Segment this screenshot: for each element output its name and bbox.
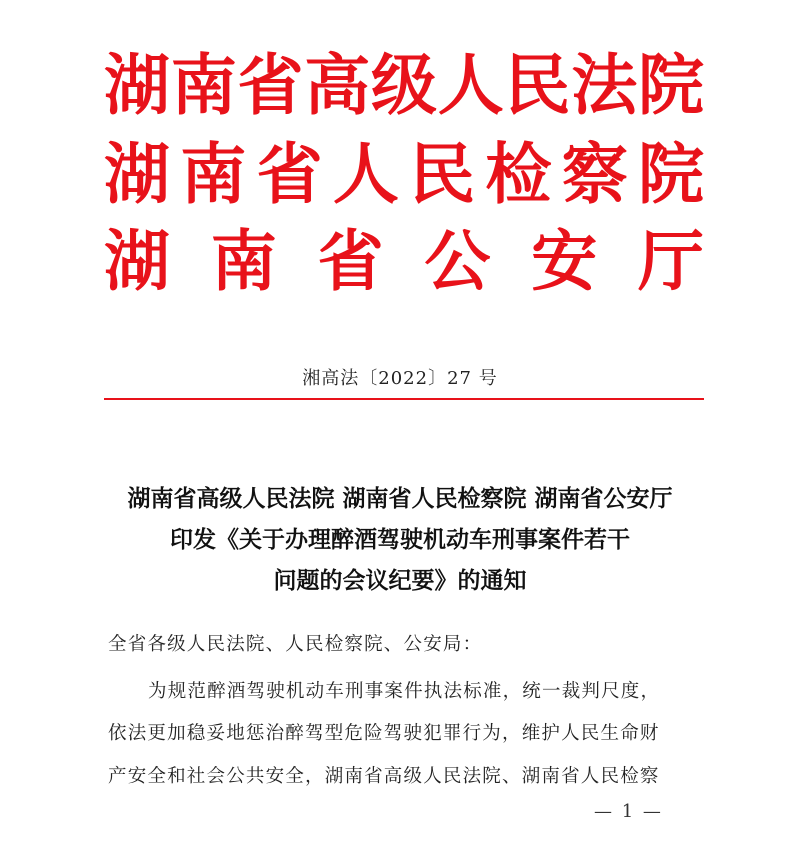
letterhead-char: 厅 — [637, 223, 704, 300]
salutation: 全省各级人民法院、人民检察院、公安局： — [108, 634, 483, 655]
letterhead-char: 湖 — [104, 136, 170, 213]
letterhead-org-court — [104, 46, 704, 126]
letterhead-char: 级 — [371, 47, 437, 124]
letterhead-char: 湖 — [104, 223, 170, 300]
letterhead-char: 民 — [409, 136, 476, 213]
paragraph-line-2: 依法更加稳妥地惩治醉驾型危险驾驶犯罪行为，维护人民生命财 — [108, 723, 660, 744]
paragraph-line-3: 产安全和社会公共安全，湖南省高级人民法院、湖南省人民检察 — [108, 766, 660, 787]
letterhead-char: 公 — [424, 223, 491, 300]
document-number: 湘高法〔2022〕27 号 — [302, 368, 498, 389]
letterhead-char: 南 — [180, 136, 247, 213]
letterhead-char: 院 — [638, 47, 704, 124]
letterhead-char: 省 — [317, 223, 384, 300]
red-divider-line — [104, 398, 704, 400]
letterhead-char: 院 — [637, 136, 704, 213]
letterhead-char: 安 — [531, 223, 598, 300]
letterhead-char: 高 — [304, 47, 371, 124]
letterhead-char: 民 — [504, 47, 571, 124]
document-title-line-1: 湖南省高级人民法院 湖南省人民检察院 湖南省公安厅 — [127, 486, 673, 512]
letterhead-char: 南 — [210, 223, 277, 300]
document-title-line-2: 印发《关于办理醉酒驾驶机动车刑事案件若干 — [170, 527, 630, 553]
letterhead-char: 南 — [170, 47, 237, 124]
letterhead-char: 人 — [437, 47, 504, 124]
letterhead-char: 省 — [237, 47, 304, 124]
letterhead-char: 省 — [256, 136, 323, 213]
letterhead-char: 检 — [485, 136, 552, 213]
paragraph-line-1: 为规范醉酒驾驶机动车刑事案件执法标准，统一裁判尺度， — [148, 681, 661, 702]
letterhead-org-public-security — [104, 222, 704, 302]
letterhead-char: 人 — [332, 136, 399, 213]
letterhead-char: 察 — [561, 136, 628, 213]
letterhead-char: 法 — [571, 47, 638, 124]
document-title-line-3: 问题的会议纪要》的通知 — [273, 568, 527, 594]
page-number: — 1 — — [594, 801, 663, 822]
letterhead-char: 湖 — [104, 47, 170, 124]
letterhead-org-procuratorate — [104, 135, 704, 215]
